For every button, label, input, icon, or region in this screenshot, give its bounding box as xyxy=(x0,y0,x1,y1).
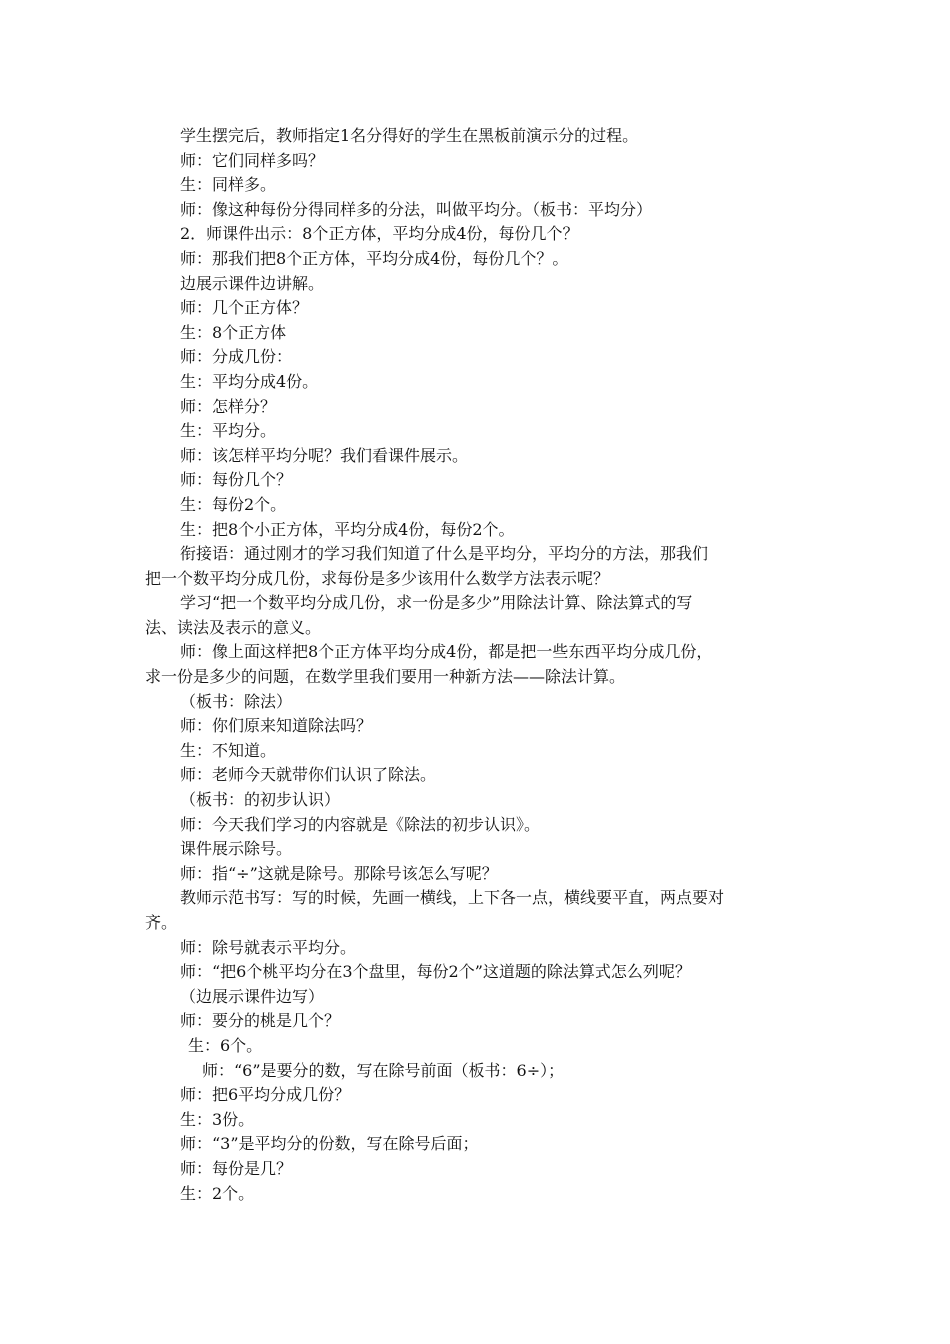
text-line: 师：它们同样多吗？ xyxy=(180,150,325,170)
text-line: 师：“6”是要分的数，写在除号前面（板书：6÷）； xyxy=(202,1060,565,1080)
text-line: 课件展示除号。 xyxy=(180,839,293,859)
text-line: 师：把6平均分成几份？ xyxy=(180,1085,351,1105)
text-line: 师：今天我们学习的内容就是《除法的初步认识》。 xyxy=(180,814,541,834)
text-line: 边展示课件边讲解。 xyxy=(180,273,325,293)
text-line: 师：几个正方体？ xyxy=(180,298,309,318)
text-line: 学习“把一个数平均分成几份，求一份是多少”用除法计算、除法算式的写 xyxy=(180,593,693,613)
text-line: （板书：除法） xyxy=(180,691,293,711)
text-line: 师：像这种每份分得同样多的分法，叫做平均分。（板书：平均分） xyxy=(180,199,653,219)
text-line: 师：像上面这样把8个正方体平均分成4份，都是把一些东西平均分成几份， xyxy=(180,642,713,662)
text-line: 衔接语：通过刚才的学习我们知道了什么是平均分，平均分的方法，那我们 xyxy=(180,544,709,564)
text-line: 生：不知道。 xyxy=(180,740,277,760)
text-line: 生：每份2个。 xyxy=(180,494,287,514)
text-line: 师：你们原来知道除法吗？ xyxy=(180,716,373,736)
text-line: 师：老师今天就带你们认识了除法。 xyxy=(180,765,437,785)
text-line: 师：那我们把8个正方体，平均分成4份，每份几个？。 xyxy=(180,248,569,268)
text-line: 师：“把6个桃平均分在3个盘里，每份2个”这道题的除法算式怎么列呢？ xyxy=(180,962,691,982)
text-line: 生：把8个小正方体，平均分成4份，每份2个。 xyxy=(180,519,515,539)
text-line: 生：平均分成4份。 xyxy=(180,371,319,391)
text-line: （板书：的初步认识） xyxy=(180,790,341,810)
text-line: 生：2个。 xyxy=(180,1183,255,1203)
text-line: 师：分成几份： xyxy=(180,347,293,367)
text-line: 师：指“÷”这就是除号。那除号该怎么写呢？ xyxy=(180,863,498,883)
text-line: 师：每份几个？ xyxy=(180,470,293,490)
text-line: 学生摆完后，教师指定1名分得好的学生在黑板前演示分的过程。 xyxy=(180,126,639,145)
text-line: 齐。 xyxy=(145,913,178,932)
text-line: 生：平均分。 xyxy=(180,421,277,441)
text-line: 生：6个。 xyxy=(188,1035,263,1055)
text-line: 师：怎样分？ xyxy=(180,396,277,416)
text-line: 求一份是多少的问题，在数学里我们要用一种新方法——除法计算。 xyxy=(145,667,626,687)
text-line: （边展示课件边写） xyxy=(180,986,325,1006)
text-line: 生：8个正方体 xyxy=(180,322,287,342)
text-line: 师：该怎样平均分呢？我们看课件展示。 xyxy=(180,445,469,465)
text-line: 教师示范书写：写的时候，先画一横线，上下各一点，横线要平直，两点要对 xyxy=(180,888,725,908)
lesson-transcript xyxy=(145,124,815,1206)
text-line: 把一个数平均分成几份，求每份是多少该用什么数学方法表示呢？ xyxy=(145,568,610,588)
text-line: 师：除号就表示平均分。 xyxy=(180,937,357,957)
text-line: 法、读法及表示的意义。 xyxy=(145,617,322,637)
text-line: 师：每份是几？ xyxy=(180,1158,293,1178)
text-line: 生：3份。 xyxy=(180,1109,255,1129)
text-line: 师：“3”是平均分的份数，写在除号后面； xyxy=(180,1134,479,1154)
text-line: 2．师课件出示：8个正方体，平均分成4份，每份几个？ xyxy=(180,224,579,244)
text-line: 生：同样多。 xyxy=(180,175,277,195)
text-line: 师：要分的桃是几个？ xyxy=(180,1011,341,1031)
